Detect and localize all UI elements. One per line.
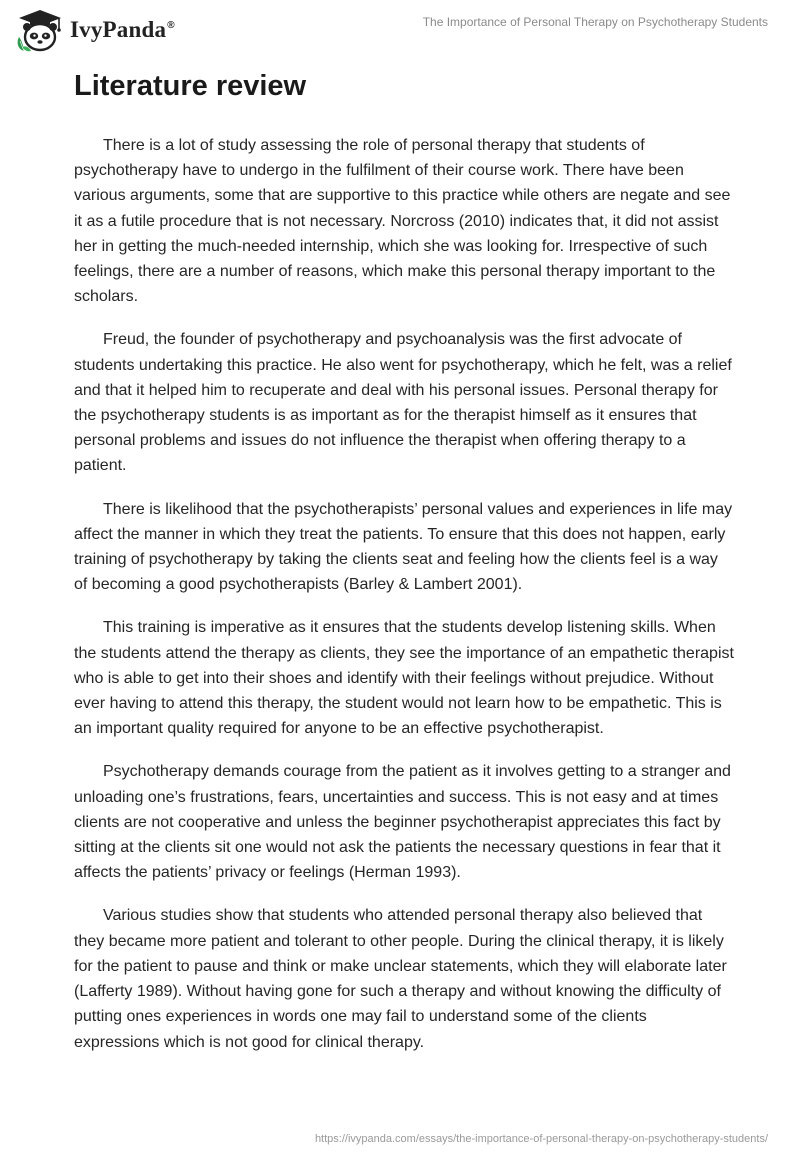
panda-graduation-cap-icon: [14, 7, 66, 53]
page-header: [0, 0, 800, 62]
paragraph: This training is imperative as it ensures that the students develop listening skills. When the students attend the therapy as clients, they see the importance of an empathetic therapist who is able to get into their shoes and identify with their feelings without prejudice. Without ever having to attend this therapy, the student would not learn how to be empathetic. This is an important quality required for anyone to be an effective psychotherapist.: [74, 619, 734, 738]
brand-name-text: IvyPanda: [70, 17, 167, 42]
document-title: The Importance of Personal Therapy on Psychotherapy Students: [422, 15, 768, 29]
paragraph: There is likelihood that the psychotherapists’ personal values and experiences in life may affect the manner in which they treat the patients. To ensure that this does not happen, early training of psychotherapy by taking the clients seat and feeling how the clients feel is a way of becoming a good psychotherapists (Barley & Lambert 2001).: [74, 500, 733, 594]
brand-name: [70, 17, 175, 43]
registered-mark: ®: [167, 20, 175, 32]
brand-logo[interactable]: [14, 6, 175, 54]
paragraph: There is a lot of study assessing the role of personal therapy that students of psychotherapy have to undergo in the fulfilment of their course work. There have been various arguments, some that are supportive to this practice while others are negate and see it as a futile procedure that is not necessary. Norcross (2010) indicates that, it did not assist her in getting the much-needed internship, which she was looking for. Irrespective of such feelings, there are a number of reasons, which make this personal therapy important to the scholars.: [74, 137, 731, 306]
paragraph: Psychotherapy demands courage from the patient as it involves getting to a stranger and unloading one’s frustrations, fears, uncertainties and success. This is not easy and at times clients are not cooperative and unless the beginner psychotherapist appreciates this fact by sitting at the clients sit one would not ask the patients the necessary questions in fear that it affects the patients’ privacy or feelings (Herman 1993).: [74, 763, 731, 882]
section-heading: Literature review: [74, 70, 307, 102]
paragraph: Various studies show that students who attended personal therapy also believed that they became more patient and tolerant to other people. During the clinical therapy, it is likely for the patient to pause and think or make unclear statements, which they will elaborate later (Lafferty 1989). Without having gone for such a therapy and without knowing the difficulty of putting ones experiences in words one may fail to understand some of the clients expressions which is not good for clinical therapy.: [74, 907, 727, 1051]
article-body: [74, 133, 734, 1073]
footer-url[interactable]: https://ivypanda.com/essays/the-importance-of-personal-therapy-on-psychotherapy-students/: [314, 1133, 768, 1145]
paragraph: Freud, the founder of psychotherapy and psychoanalysis was the first advocate of students undertaking this practice. He also went for psychotherapy, which he felt, was a relief and that it helped him to recuperate and deal with his personal issues. Personal therapy for the psychotherapy students is as important as for the therapist himself as it ensures that personal problems and issues do not influence the therapist when offering therapy to a patient.: [74, 331, 732, 475]
